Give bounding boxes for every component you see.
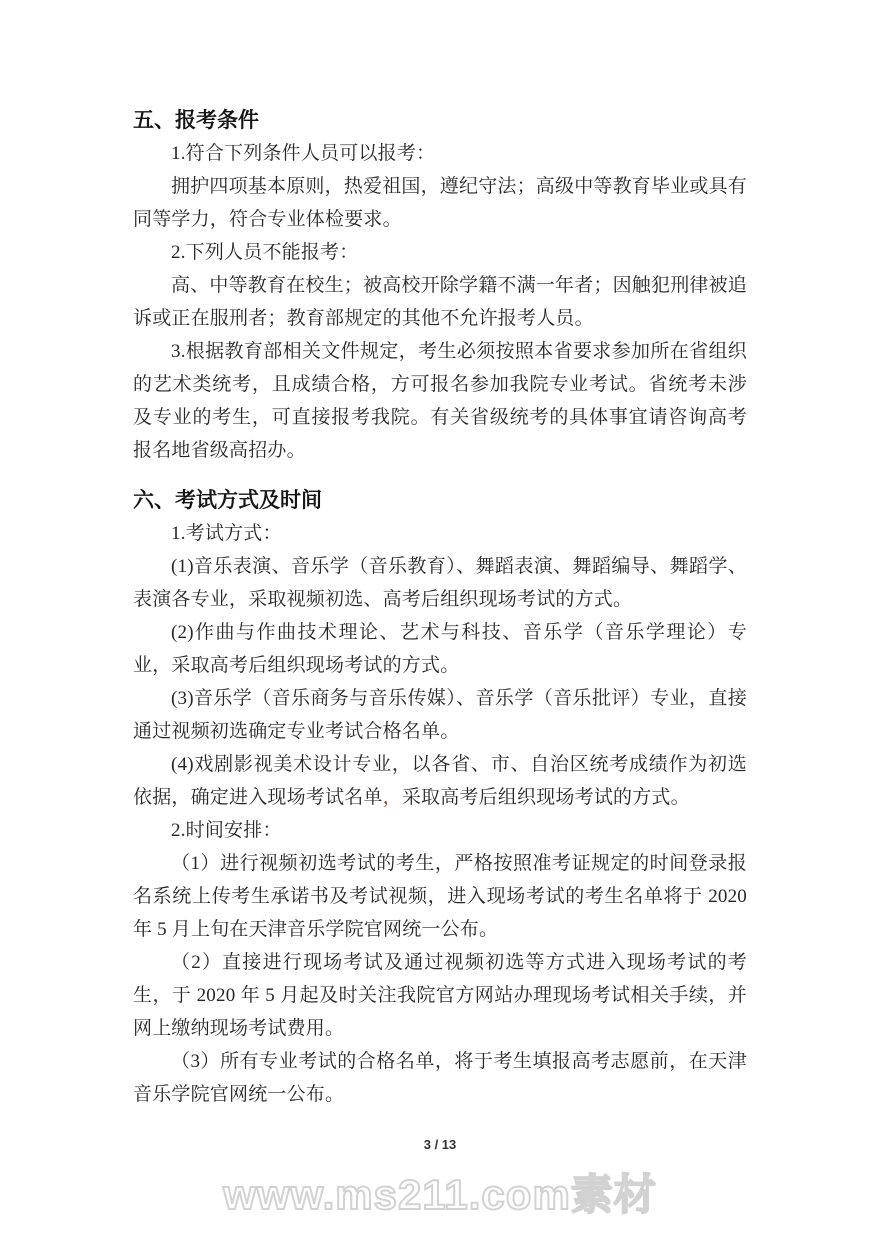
exam-method-4-text: (4)戏剧影视美术设计专业，以各省、市、自治区统考成绩作为初选依据，确定进入现场考试名单 [133, 754, 747, 808]
paragraph-eligible-criteria: 拥护四项基本原则，热爱祖国，遵纪守法；高级中等教育毕业或具有同等学力，符合专业体检要求。 [133, 176, 748, 230]
page-number: 3 / 13 [423, 1137, 457, 1152]
paragraph-exam-method-1: (1)音乐表演、音乐学（音乐教育）、舞蹈表演、舞蹈编导、舞蹈学、表演各专业，采取视频初选、高考后组织现场考试的方式。 [133, 556, 747, 610]
red-comma: ， [382, 787, 402, 808]
paragraph-ineligible-criteria: 高、中等教育在校生；被高校开除学籍不满一年者；因触犯刑律被追诉或正在服刑者；教育部规定的其他不允许报考人员。 [133, 275, 748, 329]
paragraph-exam-method-3: (3)音乐学（音乐商务与音乐传媒）、音乐学（音乐批评）专业，直接通过视频初选确定专业考试合格名单。 [133, 688, 747, 742]
section-exam-method-and-time [133, 484, 747, 1111]
paragraph-provincial-exam-rule: 3.根据教育部相关文件规定，考生必须按照本省要求参加所在省组织的艺术类统考，且成绩合格，方可报名参加我院专业考试。省统考未涉及专业的考生，可直接报考我院。有关省级统考的具体事宜请咨询高考报名地省级高招办。 [133, 341, 747, 461]
paragraph-ineligible-intro: 2.下列人员不能报考： [171, 242, 359, 263]
watermark-text: www.ms211.com素材 [223, 1171, 657, 1218]
paragraph-schedule-2: （2）直接进行现场考试及通过视频初选等方式进入现场考试的考生，于 2020 年 5 月起及时关注我院官方网站办理现场考试相关手续，并网上缴纳现场考试费用。 [133, 952, 747, 1039]
paragraph-exam-method-2: (2)作曲与作曲技术理论、艺术与科技、音乐学（音乐学理论）专业，采取高考后组织现场考试的方式。 [133, 622, 747, 676]
paragraph-exam-method-4 [133, 748, 747, 814]
section-application-requirements [133, 104, 747, 467]
section-6-heading: 六、考试方式及时间 [133, 488, 322, 512]
paragraph-schedule-intro: 2.时间安排： [171, 820, 282, 841]
paragraph-exam-method-intro: 1.考试方式： [171, 523, 282, 544]
exam-method-4-text-continued: 采取高考后组织现场考试的方式。 [401, 787, 690, 808]
paragraph-schedule-3: （3）所有专业考试的合格名单，将于考生填报高考志愿前，在天津音乐学院官网统一公布。 [133, 1051, 747, 1105]
section-5-heading: 五、报考条件 [133, 108, 259, 132]
paragraph-eligible-intro: 1.符合下列条件人员可以报考： [171, 143, 436, 164]
paragraph-schedule-1: （1）进行视频初选考试的考生，严格按照准考证规定的时间登录报名系统上传考生承诺书及考试视频，进入现场考试的考生名单将于 2020 年 5 月上旬在天津音乐学院官网统一公布。 [133, 853, 747, 940]
